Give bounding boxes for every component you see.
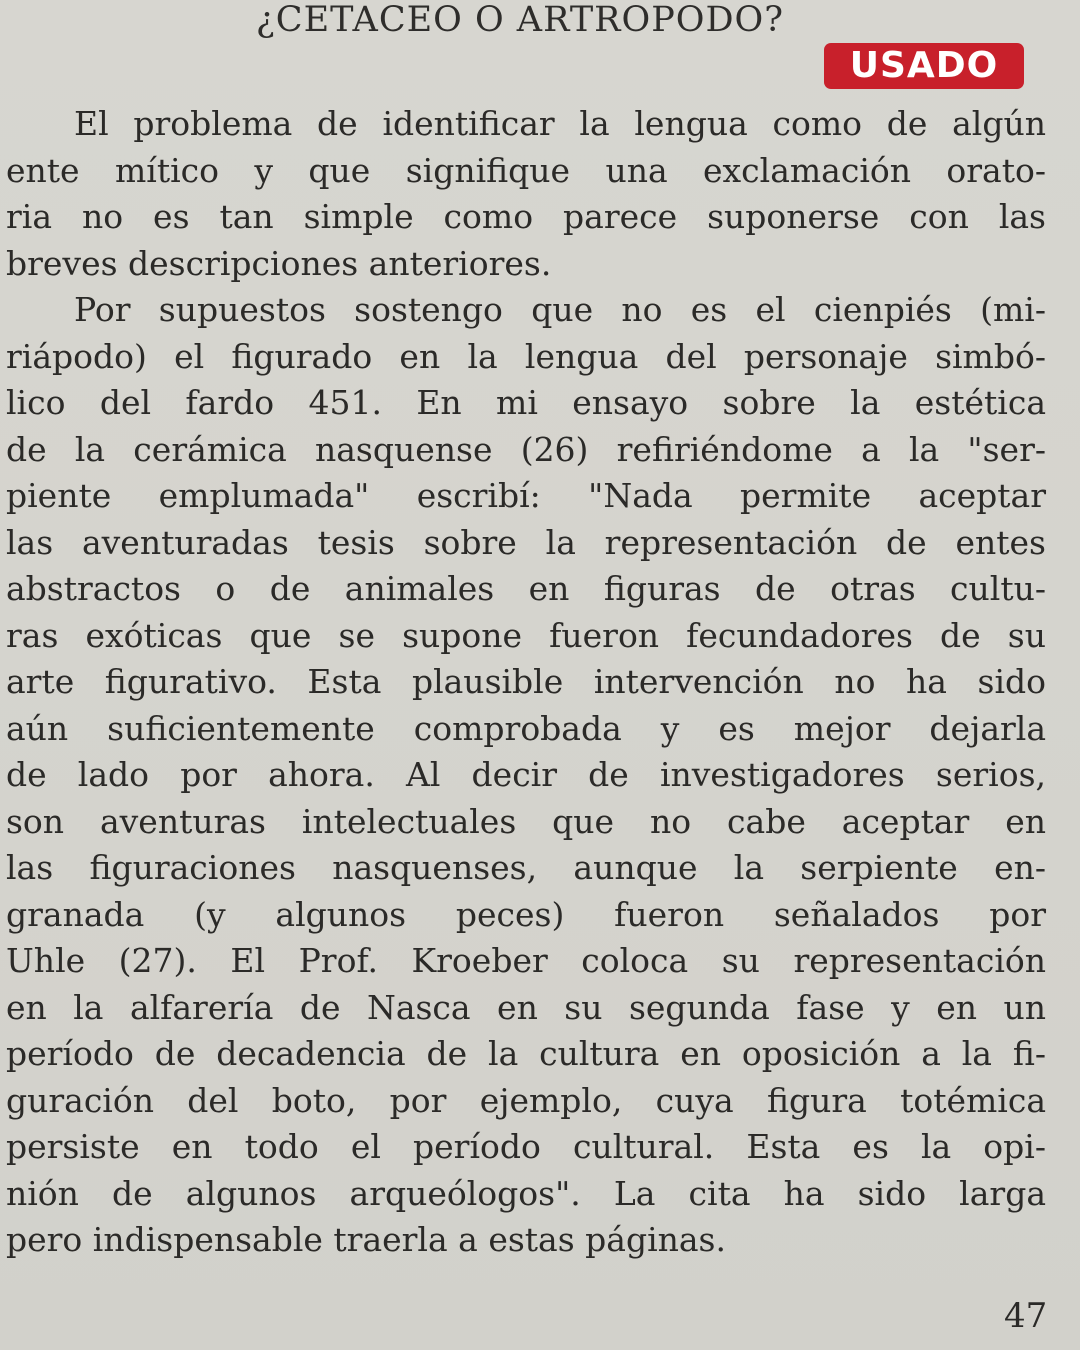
text-line: período de decadencia de la cultura en oposición a la fi- [6, 1034, 1046, 1073]
text-line: arte figurativo. Esta plausible intervención no ha sido [6, 662, 1046, 701]
running-head-title: ¿CETACEO O ARTROPODO? [256, 0, 784, 40]
text-line: nión de algunos arqueólogos". La cita ha sido larga [6, 1173, 1046, 1213]
used-badge: USADO [824, 43, 1024, 89]
text-line: ria no es tan simple como parece suponerse con las [6, 197, 1046, 236]
text-line: son aventuras intelectuales que no cabe aceptar en [6, 801, 1046, 841]
text-line: El problema de identificar la lengua como de algún [74, 104, 1046, 143]
text-line: guración del boto, por ejemplo, cuya figura totémica [6, 1080, 1046, 1120]
text-line: piente emplumada" escribí: "Nada permite aceptar [6, 476, 1046, 515]
text-line: de la cerámica nasquense (26) refiriéndome a la "ser- [6, 429, 1046, 469]
text-line: lico del fardo 451. En mi ensayo sobre la estética [6, 383, 1046, 422]
text-line: de lado por ahora. Al decir de investigadores serios, [6, 755, 1046, 794]
text-line: pero indispensable traerla a estas páginas. [6, 1220, 726, 1259]
text-line: ras exóticas que se supone fueron fecundadores de su [6, 615, 1046, 655]
text-line: breves descripciones anteriores. [6, 243, 552, 283]
text-line: Uhle (27). El Prof. Kroeber coloca su representación [6, 941, 1046, 980]
text-line: riápodo) el figurado en la lengua del personaje simbó- [6, 336, 1046, 376]
page-number: 47 [1004, 1296, 1048, 1336]
text-line: las aventuradas tesis sobre la representación de entes [6, 522, 1046, 562]
text-line: abstractos o de animales en figuras de otras cultu- [6, 569, 1046, 608]
body-text [6, 101, 1046, 1264]
text-line: aún suficientemente comprobada y es mejor dejarla [6, 708, 1046, 748]
text-line: Por supuestos sostengo que no es el cienpiés (mi- [74, 290, 1046, 329]
text-line: ente mítico y que signifique una exclamación orato- [6, 150, 1046, 190]
text-line: las figuraciones nasquenses, aunque la serpiente en- [6, 848, 1046, 887]
text-line: granada (y algunos peces) fueron señalados por [6, 894, 1046, 934]
text-line: persiste en todo el período cultural. Esta es la opi- [6, 1127, 1046, 1166]
text-line: en la alfarería de Nasca en su segunda fase y en un [6, 987, 1046, 1027]
